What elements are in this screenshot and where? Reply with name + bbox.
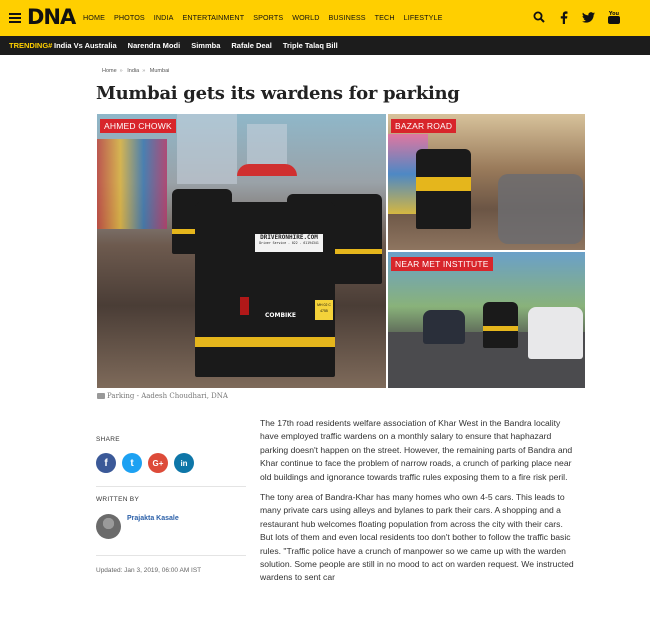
photo-bazar-road	[388, 114, 585, 250]
divider	[96, 555, 246, 556]
linkedin-share-icon[interactable]: in	[174, 453, 194, 473]
rickshaw	[416, 149, 471, 229]
trending-item[interactable]: Triple Talaq Bill	[282, 41, 338, 50]
article-paragraph: The tony area of Bandra-Khar has many homes who own 4-5 cars. This leads to many private cars using alleys and bylanes to park their cars. A shopping and a restaurant hub welcomes floating population from across the city with their cars. But lots of them and even local residents too don't bother to follow the traffic basic rules. "Traffic police have a crunch of manpower so we came up with the warden solution. Some people are still in no mood to act on warden request. We instructed wardens to sent car	[260, 492, 574, 583]
car	[423, 310, 465, 344]
search-icon[interactable]	[532, 10, 545, 24]
tail-light	[240, 297, 249, 315]
rickshaw-main	[195, 202, 335, 377]
nav-tech[interactable]: TECH	[374, 13, 395, 22]
breadcrumb: Home » India » Mumbai	[102, 68, 170, 74]
trending-list	[54, 41, 349, 50]
trending-bar	[0, 36, 650, 55]
article-paragraph: The 17th road residents welfare association of Khar West in the Bandra locality have employed traffic wardens on a monthly salary to ensure that haphazard parking doesn't happen on the street. However, the remaining parts of Bandra and Khar continue to face the problem of narrow roads, a crunch of parking place near old buildings and ignorance towards traffic rules exposing them to a fire risk peril.	[260, 418, 573, 482]
breadcrumb-mumbai[interactable]: Mumbai	[149, 68, 170, 74]
twitter-icon[interactable]	[582, 10, 595, 24]
number-plate: MH 02 C 4755	[315, 300, 333, 320]
facebook-share-icon[interactable]: f	[96, 453, 116, 473]
white-car	[528, 307, 583, 359]
nav-entertainment[interactable]: ENTERTAINMENT	[182, 13, 245, 22]
trending-item[interactable]: Rafale Deal	[231, 41, 272, 50]
nav-lifestyle[interactable]: LIFESTYLE	[403, 13, 443, 22]
author-avatar[interactable]	[96, 514, 121, 539]
written-by-label: WRITTEN BY	[96, 496, 140, 503]
umbrella	[237, 164, 297, 176]
nav-home[interactable]: HOME	[83, 13, 105, 22]
googleplus-share-icon[interactable]: G+	[148, 453, 168, 473]
breadcrumb-home[interactable]: Home	[102, 68, 117, 74]
rickshaw-sign: DRIVERONHIRE.COM Driver Service - 022 - 61194341	[255, 234, 323, 252]
main-nav	[83, 13, 451, 22]
camera-icon	[97, 393, 105, 399]
svg-text:You: You	[608, 11, 619, 17]
ad-strip: COMBIKE	[265, 312, 297, 319]
shop-front	[97, 139, 167, 229]
trending-item[interactable]: Simmba	[191, 41, 221, 50]
trending-item[interactable]: India Vs Australia	[54, 41, 117, 50]
image-caption: Parking - Aadesh Choudhari, DNA	[97, 392, 228, 400]
parked-bikes	[498, 174, 583, 244]
trending-label: TRENDING#	[9, 41, 53, 50]
author-name[interactable]: Prajakta Kasale	[127, 515, 179, 522]
facebook-icon[interactable]	[557, 10, 570, 24]
divider	[96, 486, 246, 487]
youtube-icon[interactable]	[607, 10, 620, 24]
photo-label-ahmed-chowk: AHMED CHOWK	[100, 119, 176, 133]
rickshaw	[483, 302, 518, 348]
top-header	[0, 0, 650, 36]
dna-logo[interactable]: DNA	[27, 5, 76, 29]
article-body	[260, 417, 578, 592]
breadcrumb-india[interactable]: India	[127, 68, 140, 74]
photo-label-near-met-institute: NEAR MET INSTITUTE	[391, 257, 493, 271]
updated-timestamp: Updated: Jan 3, 2019, 06:00 AM IST	[96, 567, 202, 574]
trending-item[interactable]: Narendra Modi	[127, 41, 181, 50]
building-shape	[177, 114, 237, 184]
nav-business[interactable]: BUSINESS	[328, 13, 366, 22]
photo-label-bazar-road: BAZAR ROAD	[391, 119, 456, 133]
article-image-collage[interactable]	[97, 114, 585, 388]
photo-near-met-institute	[388, 252, 585, 388]
nav-photos[interactable]: PHOTOS	[113, 13, 145, 22]
twitter-share-icon[interactable]: t	[122, 453, 142, 473]
header-icons	[532, 10, 620, 24]
hamburger-menu-icon[interactable]	[9, 13, 21, 23]
share-label: SHARE	[96, 436, 120, 443]
article-title: Mumbai gets its wardens for parking	[96, 83, 460, 104]
share-icons	[96, 453, 194, 473]
nav-india[interactable]: INDIA	[153, 13, 174, 22]
nav-world[interactable]: WORLD	[292, 13, 320, 22]
nav-sports[interactable]: SPORTS	[253, 13, 284, 22]
photo-ahmed-chowk	[97, 114, 386, 388]
